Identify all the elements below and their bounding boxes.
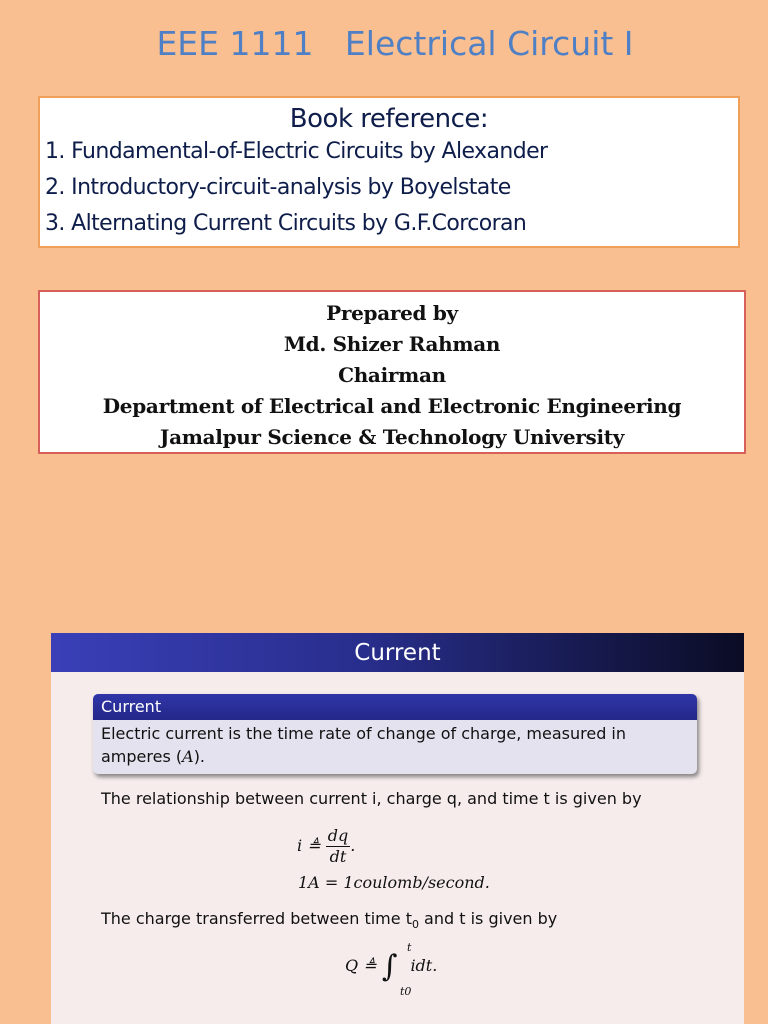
definition-text-line1: Electric current is the time rate of change of charge, measured in [101,724,627,743]
integral-upper-limit: t [407,941,412,954]
university-name: Jamalpur Science & Technology University [159,425,625,449]
prepared-by-label: Prepared by [326,301,458,325]
slide-preview [51,633,744,1024]
book-item: 1. Fundamental-of-Electric Circuits by Alexander [45,139,548,164]
author-role: Chairman [338,363,446,387]
definition-block [93,694,697,774]
charge-text-subscript: 0 [411,918,419,932]
eq1-end: . [350,836,356,855]
definition-text-end: ). [193,747,206,766]
eq1-numerator: dq [327,826,349,845]
definition-text-line2: amperes ( [101,747,183,766]
book-item: 3. Alternating Current Circuits by G.F.Corcoran [45,211,527,236]
book-reference-heading: Book reference: [289,104,489,134]
eq1-fraction [326,826,350,867]
eq3-lhs: Q ≜ [345,956,377,975]
prepared-by-box [38,290,746,454]
integral-lower-limit: t0 [400,985,412,998]
slide-header: Current [51,633,744,672]
course-title: EEE 1111 Electrical Circuit I [156,24,634,63]
equation-charge-integral [345,941,438,999]
charge-text [101,909,557,931]
eq3-rhs: idt. [410,956,438,975]
eq1-denominator: dt [329,847,347,866]
book-reference-box [38,96,740,248]
eq1-lhs: i ≜ [297,836,321,855]
integral-sign: ∫ [381,949,398,984]
equation-current-definition [297,826,355,867]
department-name: Department of Electrical and Electronic Engineering [102,394,682,418]
charge-text-part1: The charge transferred between time t [101,909,412,928]
definition-block-body [93,720,697,770]
relation-text: The relationship between current i, charge q, and time t is given by [101,789,642,808]
definition-unit-symbol: A [182,747,194,766]
definition-block-title: Current [93,694,697,720]
equation-ampere: 1A = 1coulomb/second. [298,873,490,892]
author-name: Md. Shizer Rahman [283,332,501,356]
book-item: 2. Introductory-circuit-analysis by Boyelstate [45,175,511,200]
book-list [40,134,738,242]
charge-text-part2: and t is given by [418,909,558,928]
